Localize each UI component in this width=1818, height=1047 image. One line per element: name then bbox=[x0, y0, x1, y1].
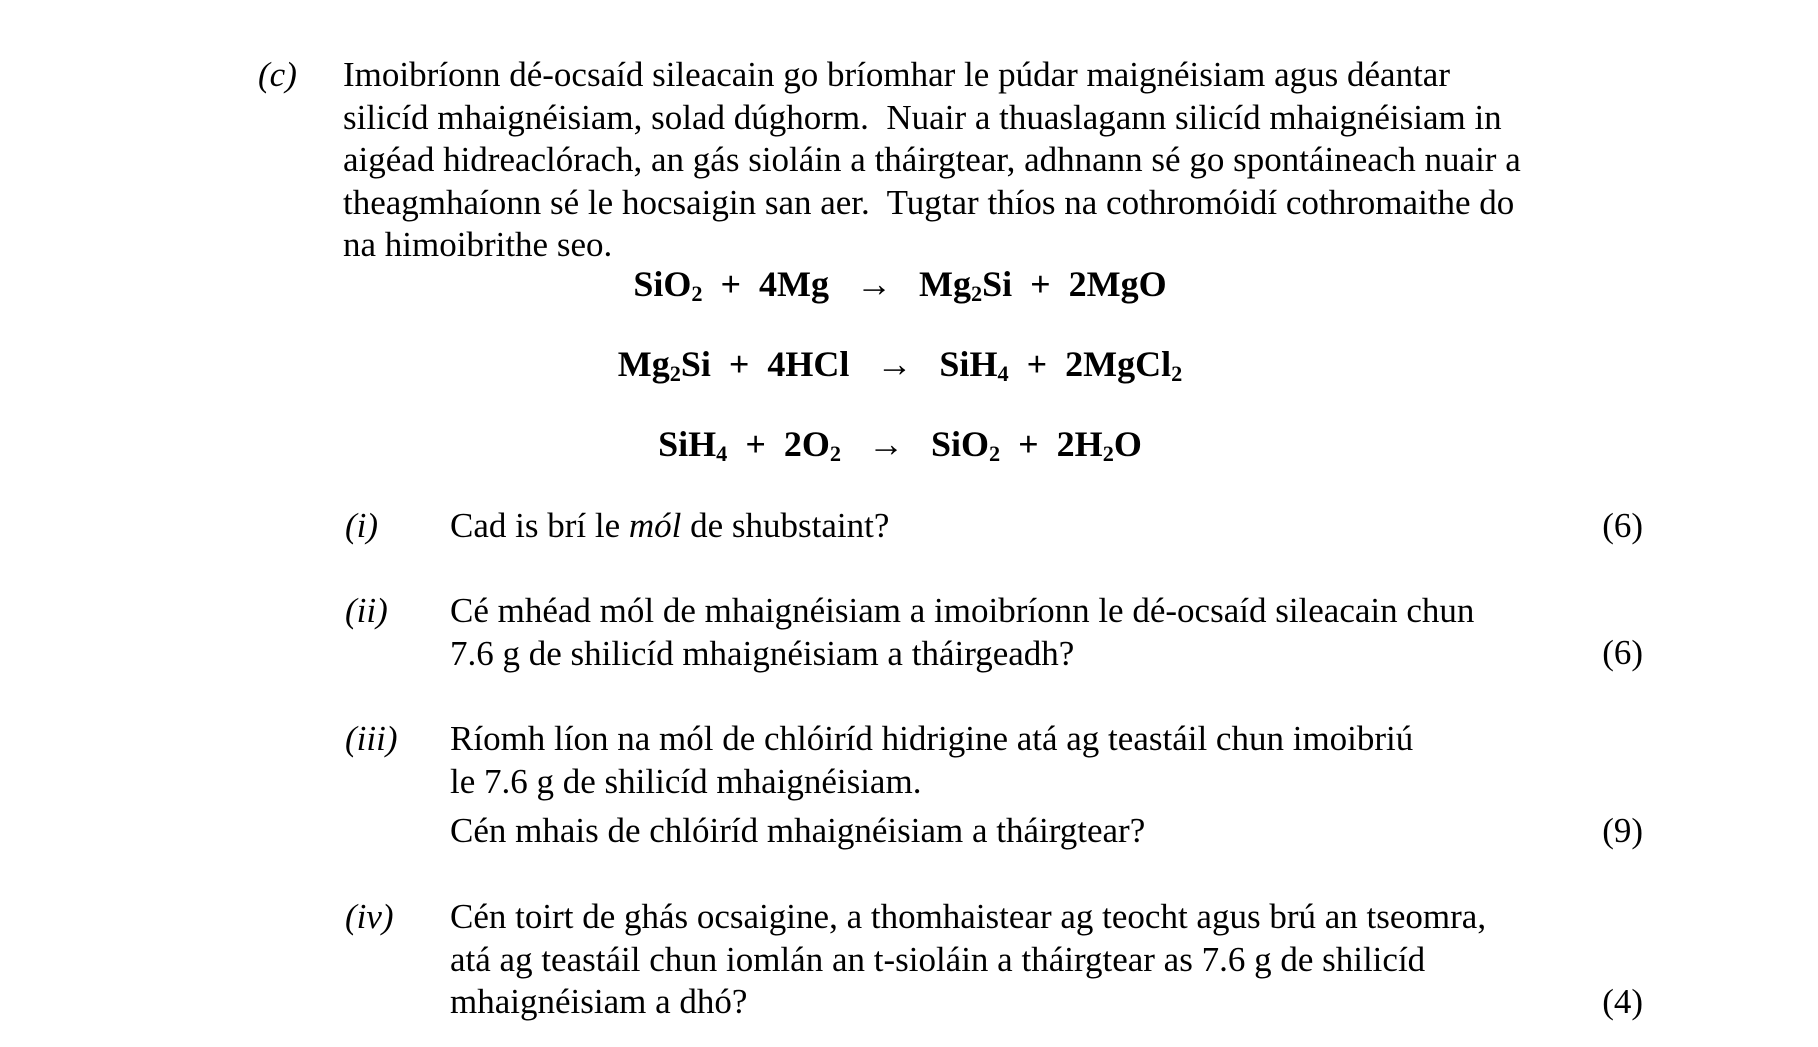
question-line: le 7.6 g de shilicíd mhaignéisiam. bbox=[450, 761, 922, 801]
chemical-equation-3: $SiH_4 + 2O_2 \to SiO_2 + 2H_2O$ bbox=[658, 424, 1142, 466]
question-line: atá ag teastáil chun iomlán an t-sioláin a tháirgtear as 7.6 g de shilicíd bbox=[450, 939, 1426, 979]
chemical-equation-2: $Mg_2Si + 4HCl \to SiH_4$ + 2MgCl$_2$ bbox=[617, 344, 1183, 386]
chemical-equation-1: $SiO_2 + 4Mg \to Mg_2Si + 2MgO$ bbox=[633, 264, 1167, 306]
question-line: Cé mhéad mól de mhaignéisiam a imoibríonn le dé-ocsaíd sileacain chun bbox=[450, 591, 1475, 630]
question-ii-label: (ii) bbox=[345, 591, 388, 630]
question-line: Cén toirt de ghás ocsaigine, a thomhaistear ag teocht agus brú an tseomra, bbox=[450, 897, 1487, 936]
intro-line: silicíd mhaignéisiam, solad dúghorm. Nuair a thuaslagann silicíd mhaignéisiam in bbox=[343, 97, 1502, 137]
question-i-marks: (6) bbox=[1602, 506, 1643, 545]
question-iv-marks: (4) bbox=[1602, 982, 1643, 1021]
question-iii-label: (iii) bbox=[345, 719, 398, 758]
question-line: 7.6 g de shilicíd mhaignéisiam a tháirgeadh? bbox=[450, 633, 1075, 673]
intro-line: Imoibríonn dé-ocsaíd sileacain go bríomhar le púdar maignéisiam agus déantar bbox=[343, 55, 1450, 94]
question-ii-text bbox=[450, 590, 1474, 675]
question-line: mhaignéisiam a dhó? bbox=[450, 982, 748, 1021]
question-i-text bbox=[450, 505, 889, 548]
question-line: Ríomh líon na mól de chlóiríd hidrigine atá ag teastáil chun imoibriú bbox=[450, 719, 1414, 758]
question-iv-label: (iv) bbox=[345, 897, 394, 936]
question-iii-text bbox=[450, 718, 1413, 853]
intro-line: aigéad hidreaclórach, an gás sioláin a tháirgtear, adhnann sé go spontáineach nuair a bbox=[343, 140, 1521, 179]
part-c-label: (c) bbox=[258, 55, 297, 94]
intro-line: na himoibrithe seo. bbox=[343, 225, 613, 264]
question-iii-marks: (9) bbox=[1602, 811, 1643, 850]
intro-paragraph bbox=[343, 54, 1521, 267]
question-iv-text bbox=[450, 896, 1486, 1024]
question-i-label: (i) bbox=[345, 506, 379, 545]
question-ii-marks: (6) bbox=[1602, 633, 1643, 672]
question-line: Cén mhais de chlóiríd mhaignéisiam a tháirgtear? bbox=[450, 811, 1146, 850]
intro-line: theagmhaíonn sé le hocsaigin san aer. Tugtar thíos na cothromóidí cothromaithe do bbox=[343, 182, 1515, 222]
question-line: Cad is brí le mól de shubstaint? bbox=[450, 506, 890, 545]
